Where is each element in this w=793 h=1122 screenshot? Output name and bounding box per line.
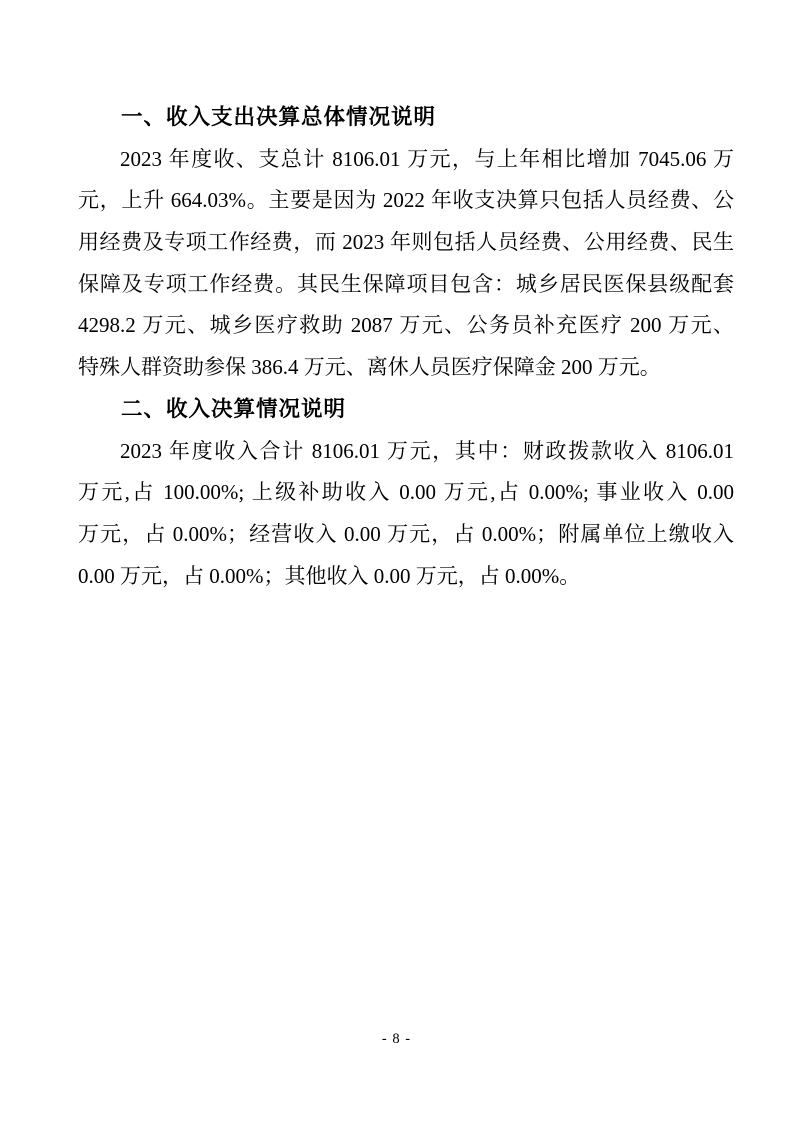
section-2-line-4: 0.00 万元，占 0.00%；其他收入 0.00 万元，占 0.00%。 [78,563,581,588]
section-2-line-1: 2023 年度收入合计 8106.01 万元，其中：财政拨款收入 8106.01 [120,438,734,463]
section-2-heading: 二、收入决算情况说明 [121,396,347,421]
page-number: - 8 - [381,1031,412,1047]
section-1-line-4: 保障及专项工作经费。其民生保障项目包含：城乡居民医保县级配套 [78,271,734,296]
section-2-line-3: 万元，占 0.00%；经营收入 0.00 万元，占 0.00%；附属单位上缴收入 [78,521,734,546]
document-body [78,97,734,597]
section-1-line-5: 4298.2 万元、城乡医疗救助 2087 万元、公务员补充医疗 200 万元、 [78,313,734,338]
section-1-line-6: 特殊人群资助参保 386.4 万元、离休人员医疗保障金 200 万元。 [78,355,661,380]
section-2-line-2: 万元,占 100.00%; 上级补助收入 0.00 万元,占 0.00%; 事业收入 0.00 [78,480,734,505]
section-1-line-3: 用经费及专项工作经费，而 2023 年则包括人员经费、公用经费、民生 [78,230,734,255]
section-1-heading: 一、收入支出决算总体情况说明 [121,105,437,129]
section-1-line-2: 元，上升 664.03%。主要是因为 2022 年收支决算只包括人员经费、公 [78,188,734,213]
section-1-line-1: 2023 年度收、支总计 8106.01 万元，与上年相比增加 7045.06 万 [120,146,734,171]
